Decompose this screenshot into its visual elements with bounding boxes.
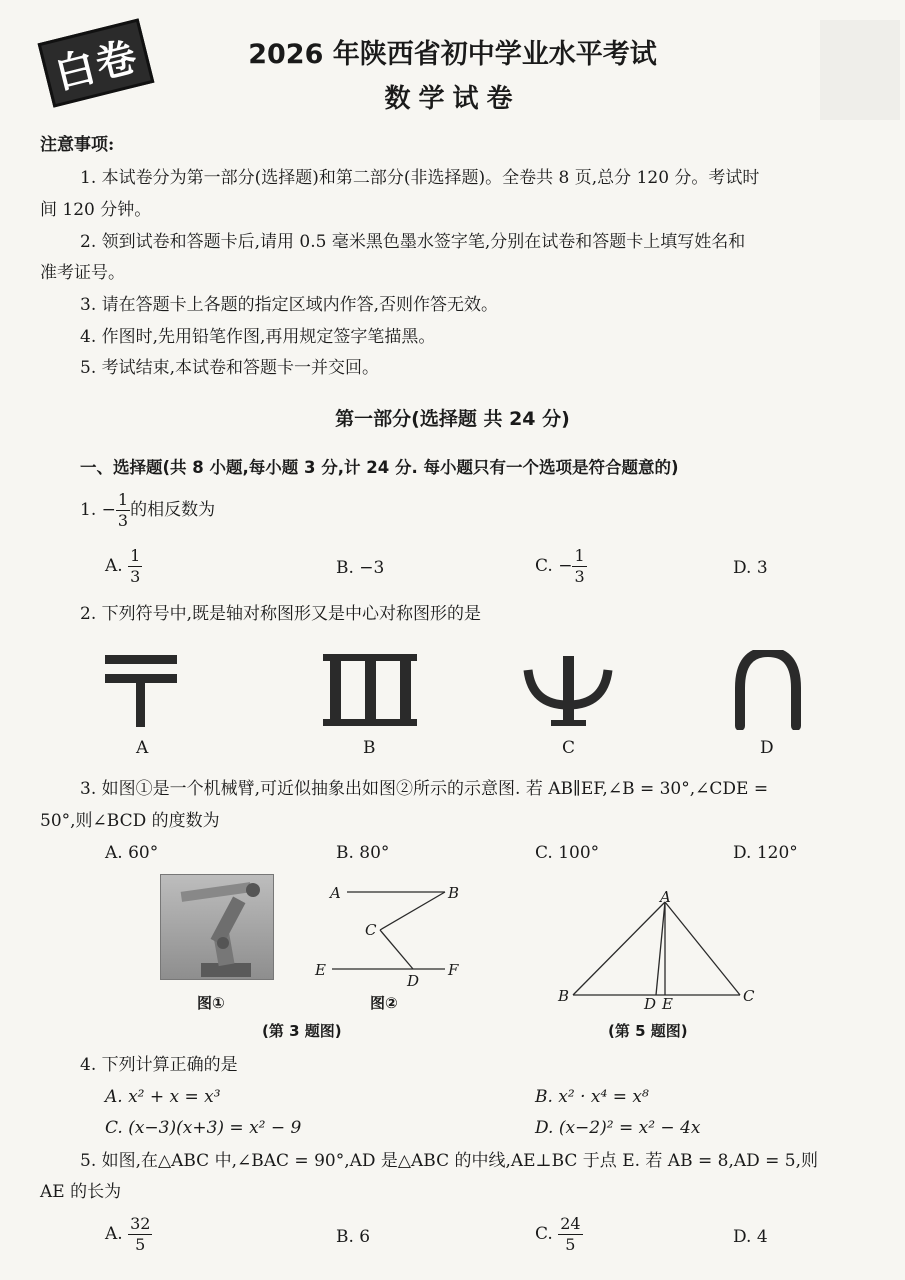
section-instruction: 一、选择题(共 8 小题,每小题 3 分,计 24 分. 每小题只有一个选项是符合题意的) <box>80 458 679 477</box>
notice-item-2-cont: 准考证号。 <box>40 263 125 283</box>
exam-title: 2026 年陕西省初中学业水平考试 <box>248 39 657 70</box>
question-3-stem-cont: 50°,则∠BCD 的度数为 <box>40 811 220 831</box>
figure-1-label: 图① <box>197 994 225 1012</box>
question-1-option-a: A. $\frac{1}{3}$ <box>105 546 141 586</box>
question-5-stem: 5. 如图,在△ABC 中,∠BAC = 90°,AD 是△ABC 的中线,AE⊥BC 于点 E. 若 AB = 8,AD = 5,则 <box>80 1151 819 1171</box>
question-4-stem: 4. 下列计算正确的是 <box>80 1055 238 1075</box>
question-3-option-d: D. 120° <box>733 843 798 863</box>
figure-3-caption: (第 3 题图) <box>262 1022 342 1040</box>
question-1-option-d: D. 3 <box>733 558 768 578</box>
symbol-b-icon <box>323 654 417 726</box>
question-5-option-b: B. 6 <box>336 1227 371 1247</box>
question-text: 的相反数为 <box>130 500 216 520</box>
figure-5-caption: (第 5 题图) <box>608 1022 688 1040</box>
point-a: A <box>330 884 341 902</box>
notice-item-2: 2. 领到试卷和答题卡后,请用 0.5 毫米黑色墨水签字笔,分别在试卷和答题卡上填写姓名和 <box>80 232 746 252</box>
question-2-label-c: C <box>562 738 576 758</box>
notice-item-5: 5. 考试结束,本试卷和答题卡一并交回。 <box>80 358 380 378</box>
question-4-option-c: C. (x−3)(x+3) = x² − 9 <box>105 1118 302 1138</box>
figure-2-label: 图② <box>370 994 398 1012</box>
point-a: A <box>660 890 671 906</box>
figure-2-diagram <box>310 878 480 988</box>
question-5-option-d: D. 4 <box>733 1227 768 1247</box>
point-d: D <box>407 972 420 988</box>
question-2-label-b: B <box>363 738 376 758</box>
question-5-option-a: A. $\frac{32}{5}$ <box>105 1214 151 1254</box>
notice-item-1: 1. 本试卷分为第一部分(选择题)和第二部分(非选择题)。全卷共 8 页,总分 120 分。考试时 <box>80 168 760 188</box>
notice-item-1-cont: 间 120 分钟。 <box>40 200 152 220</box>
symbol-c-icon <box>528 656 608 726</box>
point-c: C <box>365 921 377 939</box>
question-2-stem: 2. 下列符号中,既是轴对称图形又是中心对称图形的是 <box>80 604 482 624</box>
question-3-option-b: B. 80° <box>336 843 390 863</box>
section-title: 第一部分(选择题 共 24 分) <box>335 408 570 430</box>
question-1-stem <box>80 490 215 531</box>
symbol-d-icon <box>740 652 796 726</box>
question-3-option-c: C. 100° <box>535 843 600 863</box>
question-2-label-d: D <box>760 738 774 758</box>
question-4-option-d: D. (x−2)² = x² − 4x <box>535 1118 701 1138</box>
notice-heading: 注意事项: <box>40 135 115 155</box>
question-number: 1. <box>80 500 97 520</box>
question-3-option-a: A. 60° <box>105 843 159 863</box>
question-1-option-c: C. − $\frac{1}{3}$ <box>535 546 585 586</box>
fraction: $\frac{1}{3}$ <box>117 490 129 530</box>
notice-item-4: 4. 作图时,先用铅笔作图,再用规定签字笔描黑。 <box>80 327 436 347</box>
point-b: B <box>558 987 570 1005</box>
question-4-option-b: B. x² · x⁴ = x⁸ <box>535 1087 649 1107</box>
symbol-a-icon <box>105 655 177 727</box>
question-5-stem-cont: AE 的长为 <box>40 1182 122 1202</box>
triangle-abc-diagram <box>550 890 770 1010</box>
point-f: F <box>448 961 459 979</box>
question-5-option-c: C. $\frac{24}{5}$ <box>535 1214 581 1254</box>
question-2-label-a: A <box>136 738 149 758</box>
question-2-symbols <box>100 650 820 730</box>
notice-item-3: 3. 请在答题卡上各题的指定区域内作答,否则作答无效。 <box>80 295 499 315</box>
robot-arm-photo <box>160 874 274 980</box>
point-c: C <box>743 987 755 1005</box>
paper-type-badge: 白卷 <box>38 18 155 107</box>
question-4-option-a: A. x² + x = x³ <box>105 1087 221 1107</box>
robot-arm-icon <box>161 875 274 980</box>
question-3-stem: 3. 如图①是一个机械臂,可近似抽象出如图②所示的示意图. 若 AB∥EF,∠B = 30°,∠CDE = <box>80 779 769 799</box>
point-e: E <box>662 995 673 1010</box>
point-b: B <box>448 884 460 902</box>
point-d: D <box>644 995 657 1010</box>
point-e: E <box>315 961 326 979</box>
minus-sign: − <box>101 500 116 520</box>
exam-subtitle: 数学试卷 <box>384 84 521 114</box>
question-1-option-b: B. −3 <box>336 558 385 578</box>
